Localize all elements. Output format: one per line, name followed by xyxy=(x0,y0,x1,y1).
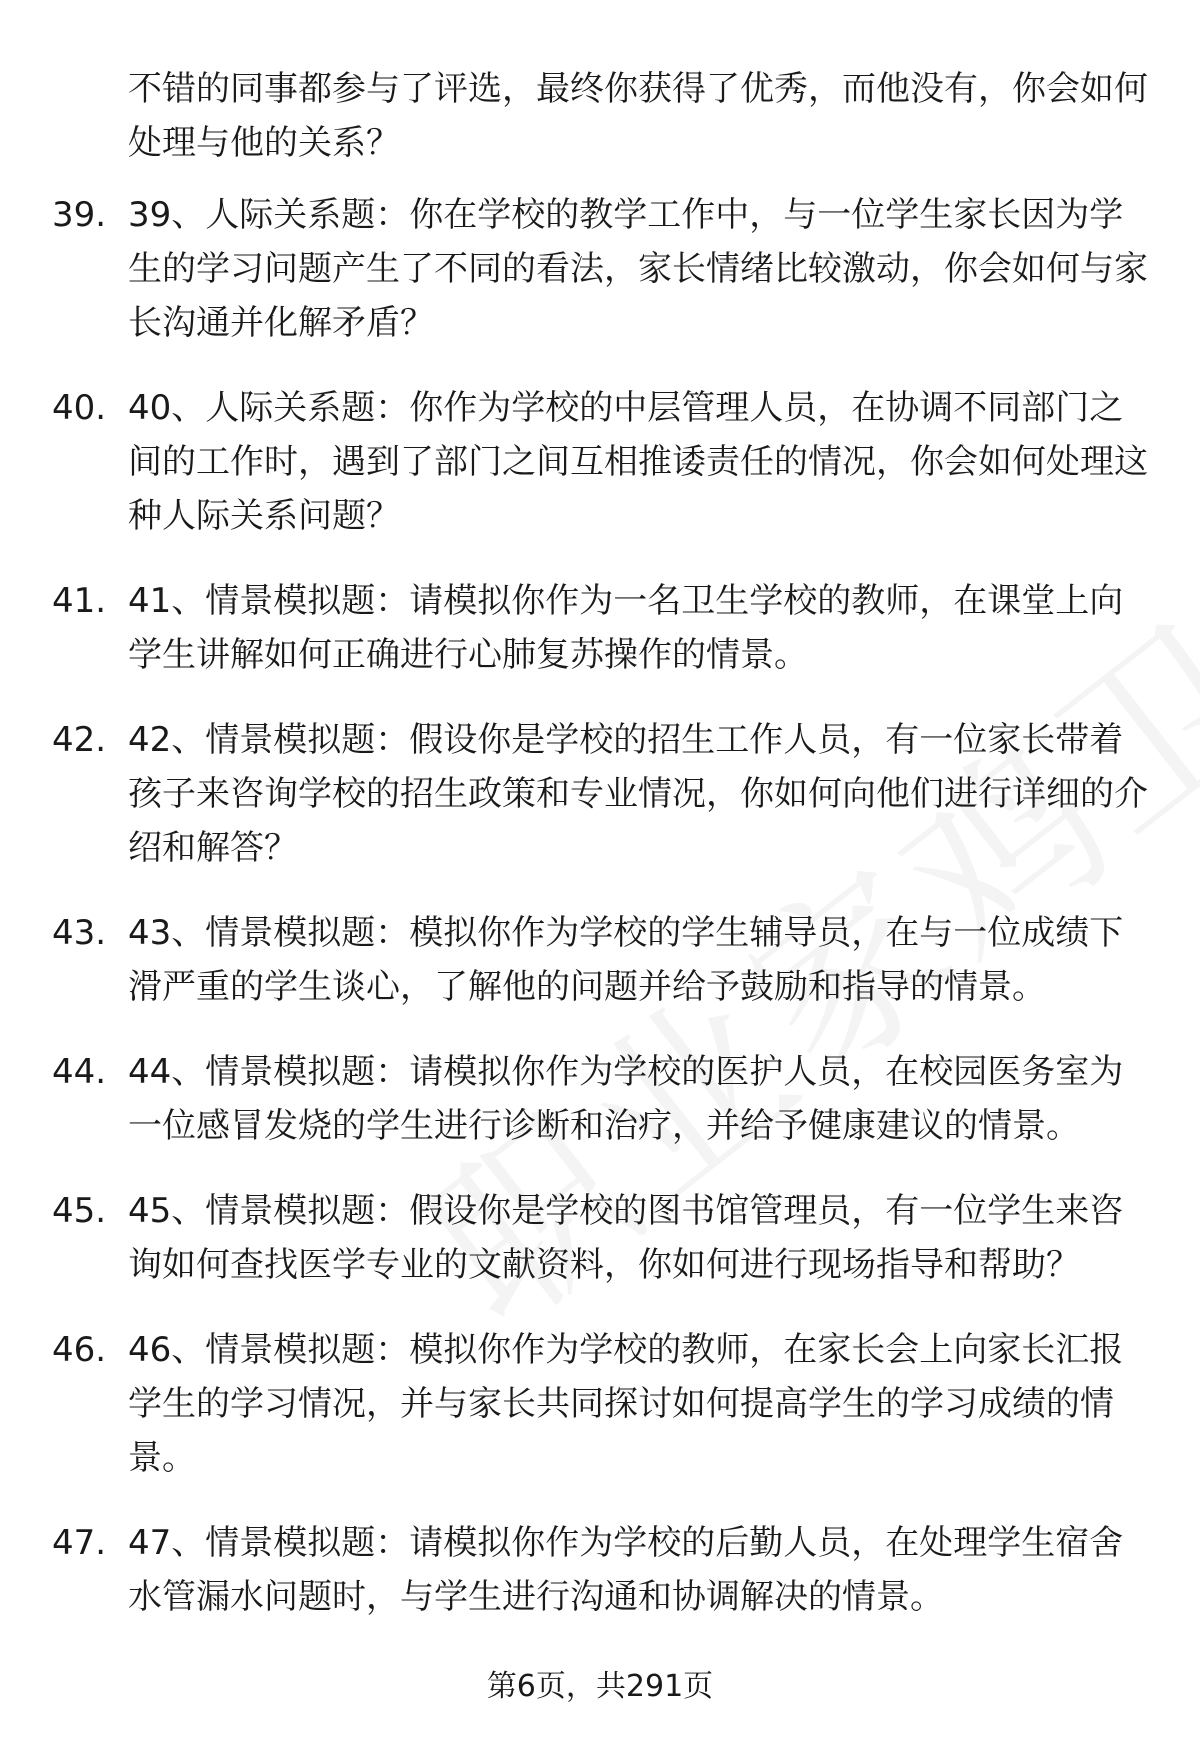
item-number: 44. xyxy=(52,1052,107,1092)
list-item xyxy=(0,1045,1200,1153)
item-number: 46. xyxy=(52,1330,107,1370)
item-number: 42. xyxy=(52,720,107,760)
item-number: 40. xyxy=(52,388,107,428)
list-item xyxy=(0,574,1200,682)
item-text: 43、情景模拟题：模拟你作为学校的学生辅导员，在与一位成绩下滑严重的学生谈心，了解他的问题并给予鼓励和指导的情景。 xyxy=(128,913,1124,1007)
page-footer: 第6页，共291页 xyxy=(486,1669,714,1704)
item-number: 41. xyxy=(52,581,107,621)
item-number: 39. xyxy=(52,195,107,235)
list-item xyxy=(0,1323,1200,1485)
list-item xyxy=(0,906,1200,1014)
item-text: 39、人际关系题：你在学校的教学工作中，与一位学生家长因为学生的学习问题产生了不同的看法，家长情绪比较激动，你会如何与家长沟通并化解矛盾？ xyxy=(128,195,1148,343)
item-number: 43. xyxy=(52,913,107,953)
item-text: 45、情景模拟题：假设你是学校的图书馆管理员，有一位学生来咨询如何查找医学专业的文献资料，你如何进行现场指导和帮助？ xyxy=(128,1191,1124,1285)
item-text: 44、情景模拟题：请模拟你作为学校的医护人员，在校园医务室为一位感冒发烧的学生进行诊断和治疗，并给予健康建议的情景。 xyxy=(128,1052,1124,1146)
item-text: 40、人际关系题：你作为学校的中层管理人员，在协调不同部门之间的工作时，遇到了部门之间互相推诿责任的情况，你会如何处理这种人际关系问题？ xyxy=(128,388,1148,536)
question-list xyxy=(0,188,1200,1655)
list-item xyxy=(0,713,1200,875)
list-item xyxy=(0,1516,1200,1624)
item-text: 46、情景模拟题：模拟你作为学校的教师，在家长会上向家长汇报学生的学习情况，并与家长共同探讨如何提高学生的学习成绩的情景。 xyxy=(128,1330,1124,1478)
intro-paragraph: 不错的同事都参与了评选，最终你获得了优秀，而他没有，你会如何处理与他的关系？ xyxy=(128,69,1148,163)
item-number: 47. xyxy=(52,1523,107,1563)
item-text: 47、情景模拟题：请模拟你作为学校的后勤人员，在处理学生宿舍水管漏水问题时，与学生进行沟通和协调解决的情景。 xyxy=(128,1523,1124,1617)
list-item xyxy=(0,188,1200,350)
item-text: 42、情景模拟题：假设你是学校的招生工作人员，有一位家长带着孩子来咨询学校的招生政策和专业情况，你如何向他们进行详细的介绍和解答？ xyxy=(128,720,1148,868)
item-text: 41、情景模拟题：请模拟你作为一名卫生学校的教师，在课堂上向学生讲解如何正确进行心肺复苏操作的情景。 xyxy=(128,581,1124,675)
item-number: 45. xyxy=(52,1191,107,1231)
list-item xyxy=(0,381,1200,543)
list-item xyxy=(0,1184,1200,1292)
